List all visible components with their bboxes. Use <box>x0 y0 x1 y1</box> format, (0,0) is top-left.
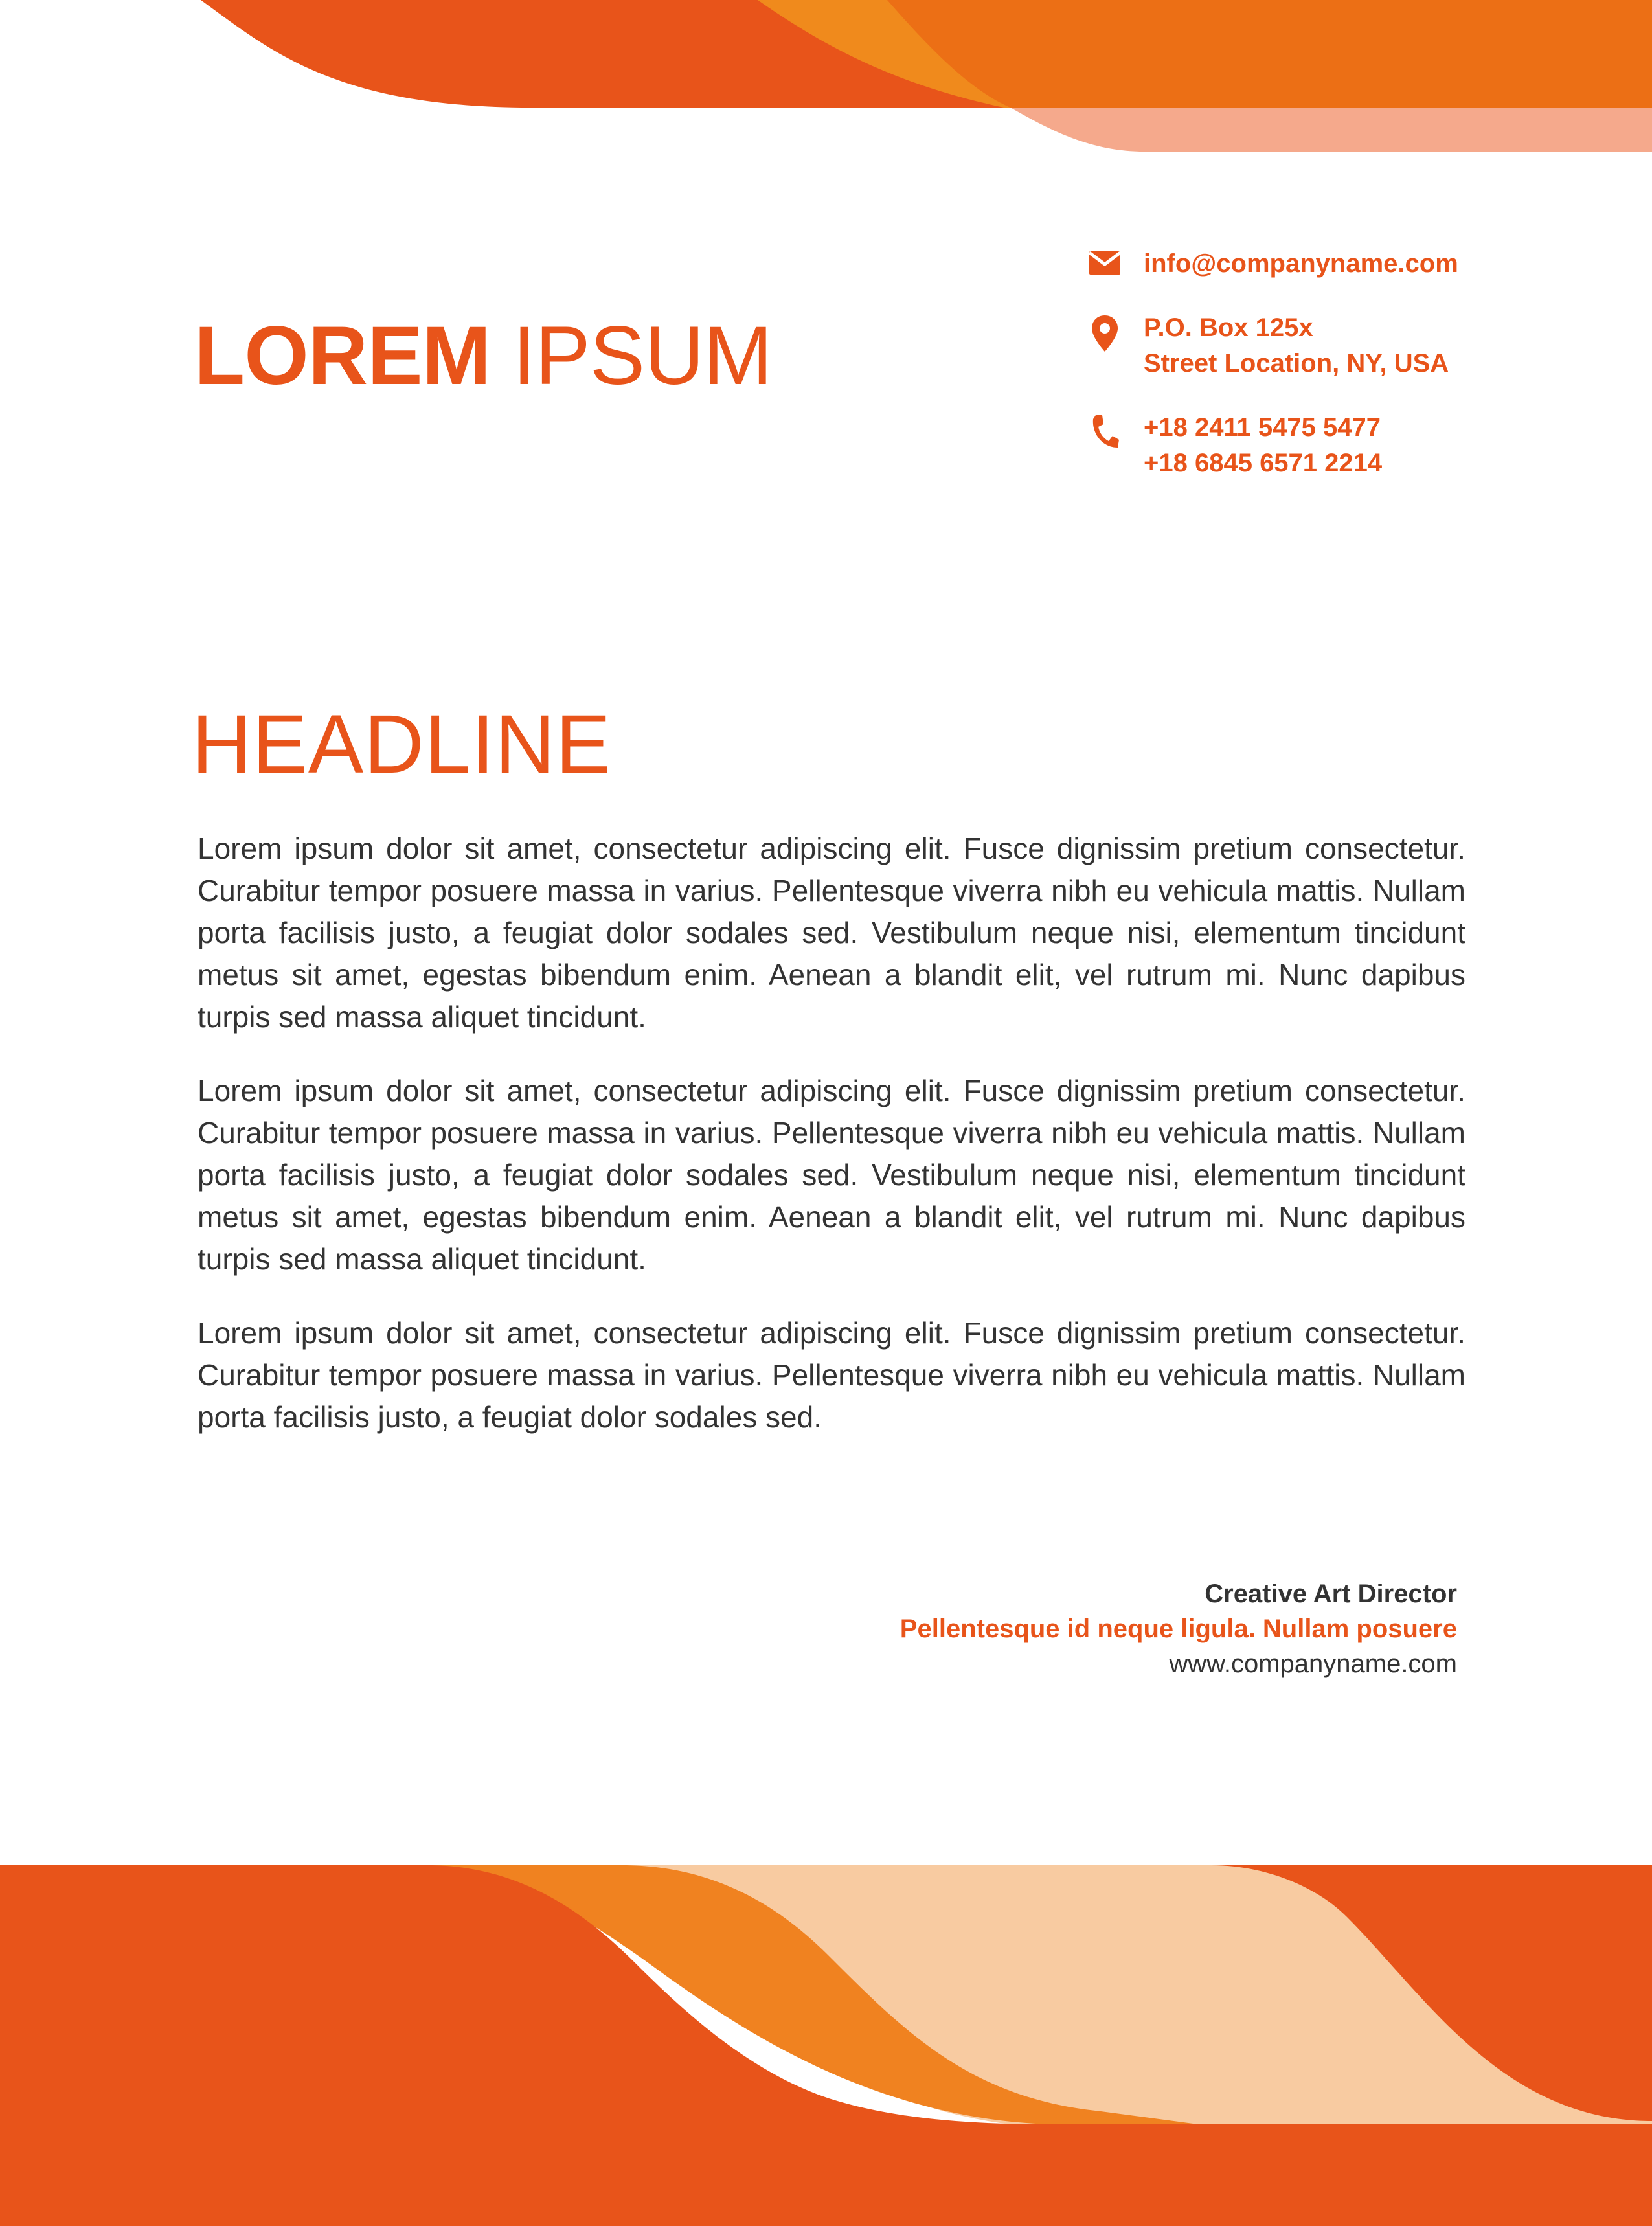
paragraph-3: Lorem ipsum dolor sit amet, consectetur adipiscing elit. Fusce dignissim pretium consectetur. Curabitur tempor posuere massa in varius. Pellentesque viverra nibh eu vehicula mattis. Nullam porta facilisis justo, a feugiat dolor sodales sed. <box>198 1316 1465 1434</box>
phone-icon <box>1089 414 1120 445</box>
address-line-1: P.O. Box 125x <box>1144 313 1313 342</box>
phone-line-1[interactable]: +18 2411 5475 5477 <box>1144 413 1381 442</box>
paragraph-2: Lorem ipsum dolor sit amet, consectetur adipiscing elit. Fusce dignissim pretium consectetur. Curabitur tempor posuere massa in varius. Pellentesque viverra nibh eu vehicula mattis. Nullam porta facilisis justo, a feugiat dolor sodales sed. Vestibulum neque nisi, elementum tincidunt metus sit amet, egestas bibendum enim. Aenean a blandit elit, vel rutrum mi. Nunc dapibus turpis sed massa aliquet tincidunt. <box>198 1074 1465 1276</box>
signature-role: Creative Art Director <box>1205 1580 1457 1608</box>
brand-bold: LOREM <box>194 310 491 402</box>
contact-address <box>1089 310 1458 381</box>
contact-info <box>1089 246 1458 510</box>
location-pin-icon <box>1089 314 1120 345</box>
contact-phone <box>1089 410 1458 481</box>
brand-light: IPSUM <box>512 310 773 402</box>
headline: HEADLINE <box>192 698 612 791</box>
address-line-2: Street Location, NY, USA <box>1144 349 1449 378</box>
signature-website[interactable]: www.companyname.com <box>1169 1650 1457 1678</box>
company-logo-text <box>194 311 772 402</box>
header-wave-decoration <box>0 0 1652 155</box>
signature-block <box>900 1576 1457 1681</box>
body-text <box>198 828 1465 1470</box>
email-text[interactable]: info@companyname.com <box>1144 249 1458 278</box>
signature-tagline: Pellentesque id neque ligula. Nullam posuere <box>900 1615 1457 1643</box>
phone-line-2[interactable]: +18 6845 6571 2214 <box>1144 449 1383 477</box>
paragraph-1: Lorem ipsum dolor sit amet, consectetur adipiscing elit. Fusce dignissim pretium consectetur. Curabitur tempor posuere massa in varius. Pellentesque viverra nibh eu vehicula mattis. Nullam porta facilisis justo, a feugiat dolor sodales sed. Vestibulum neque nisi, elementum tincidunt metus sit amet, egestas bibendum enim. Aenean a blandit elit, vel rutrum mi. Nunc dapibus turpis sed massa aliquet tincidunt. <box>198 832 1465 1034</box>
contact-email <box>1089 246 1458 282</box>
footer-wave-decoration <box>0 1865 1652 2226</box>
envelope-icon <box>1089 250 1120 281</box>
